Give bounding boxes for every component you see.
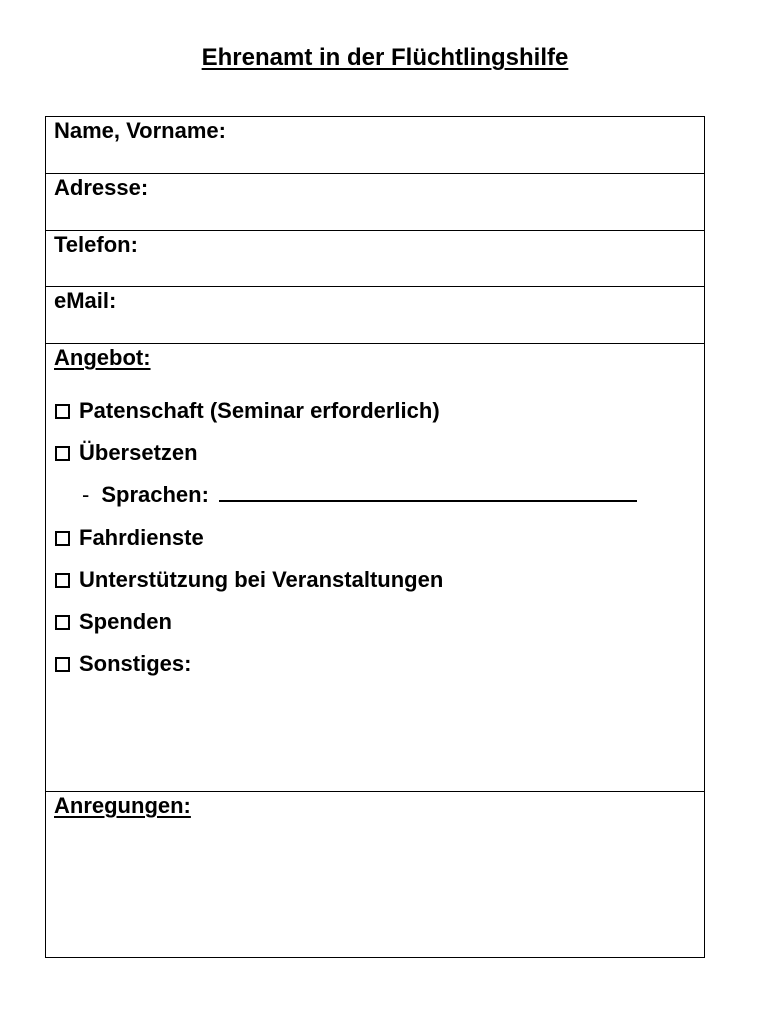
form-title: Ehrenamt in der Flüchtlingshilfe [201, 44, 569, 71]
address-label: Adresse: [54, 175, 149, 200]
checkbox-icon[interactable] [55, 573, 70, 588]
option-spenden[interactable] [54, 609, 172, 635]
option-uebersetzen[interactable] [54, 440, 198, 466]
checkbox-icon[interactable] [55, 446, 70, 461]
name-label: Name, Vorname: [54, 118, 226, 143]
languages-label: Sprachen: [101, 482, 209, 507]
phone-row[interactable] [46, 231, 704, 287]
option-label: Spenden [79, 609, 172, 634]
suggestions-heading: Anregungen: [54, 793, 191, 818]
checkbox-icon[interactable] [55, 615, 70, 630]
address-row[interactable] [46, 174, 704, 231]
languages-line[interactable] [82, 482, 637, 508]
checkbox-icon[interactable] [55, 657, 70, 672]
dash: - [82, 482, 90, 507]
email-label: eMail: [54, 288, 117, 313]
email-row[interactable] [46, 287, 704, 344]
option-label: Fahrdienste [79, 525, 204, 550]
offer-section [46, 344, 704, 792]
option-patenschaft[interactable] [54, 398, 440, 424]
option-sonstiges[interactable] [54, 651, 191, 677]
volunteer-form [45, 116, 705, 958]
option-label: Unterstützung bei Veranstaltungen [79, 567, 444, 592]
name-row[interactable] [46, 117, 704, 174]
offer-heading: Angebot: [54, 345, 151, 370]
suggestions-section[interactable] [46, 792, 704, 957]
option-veranstaltungen[interactable] [54, 567, 443, 593]
checkbox-icon[interactable] [55, 531, 70, 546]
checkbox-icon[interactable] [55, 404, 70, 419]
option-label: Sonstiges: [79, 651, 192, 676]
option-fahrdienste[interactable] [54, 525, 204, 551]
option-label: Patenschaft (Seminar erforderlich) [79, 398, 440, 423]
option-label: Übersetzen [79, 440, 198, 465]
languages-blank-line[interactable] [219, 482, 637, 502]
phone-label: Telefon: [54, 232, 138, 257]
